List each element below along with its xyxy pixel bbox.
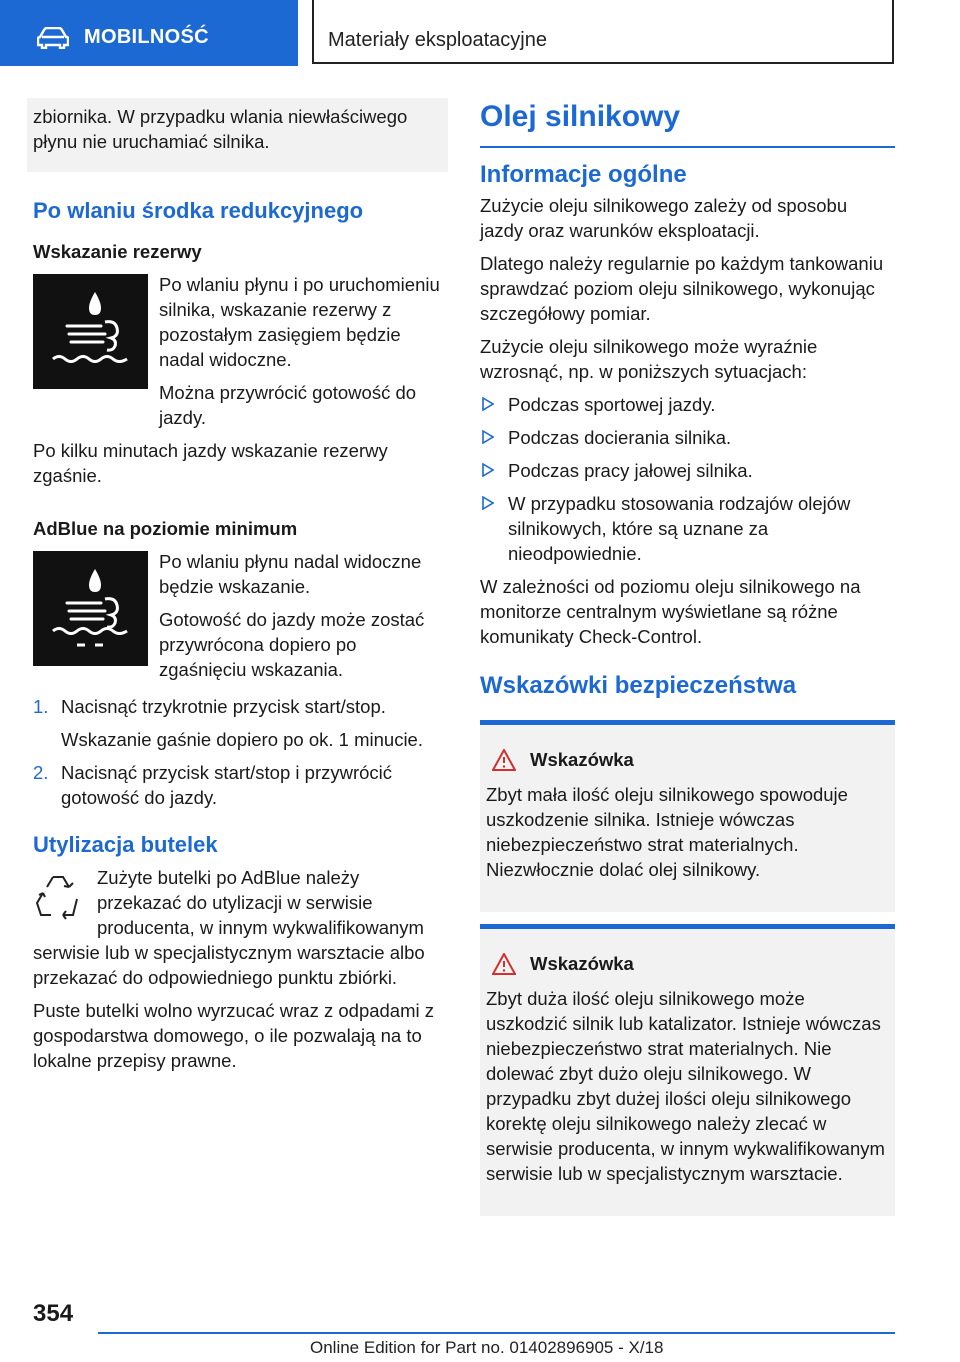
left-column bbox=[33, 98, 448, 1081]
page-number: 354 bbox=[33, 1300, 74, 1327]
list-item bbox=[480, 425, 895, 450]
chapter-title: Materiały eksploatacyjne bbox=[328, 29, 547, 51]
steps-list bbox=[33, 694, 448, 810]
triangle-bullet-icon bbox=[482, 496, 494, 510]
warning-header bbox=[486, 951, 887, 976]
reserve-p2: Można przywrócić gotowość do jazdy. bbox=[159, 382, 417, 428]
section-label: MOBILNOŚĆ bbox=[84, 26, 209, 48]
step-number: 2. bbox=[33, 762, 49, 783]
reserve-p1: Po wlaniu płynu i po uruchomieniu silnika, wskazanie rezerwy z pozostałym zasięgiem będzie nadal widoczne. bbox=[159, 274, 440, 370]
reserve-block bbox=[33, 272, 448, 430]
triangle-bullet-icon bbox=[482, 430, 494, 444]
disposal-title: Utylizacja butelek bbox=[33, 832, 218, 857]
general-p2: Dlatego należy regularnie po każdym tankowaniu sprawdzać poziom oleju silnikowego, wykonując szczegółowy pomiar. bbox=[480, 253, 884, 324]
disposal-p2: Puste butelki wolno wyrzucać wraz z odpadami z gospodarstwa domowego, o ile pozwalają na to lokalne przepisy prawne. bbox=[33, 1000, 435, 1071]
warning-label: Wskazówka bbox=[530, 953, 634, 974]
step-item bbox=[33, 760, 448, 810]
step-item bbox=[33, 694, 448, 752]
footer-divider bbox=[98, 1332, 895, 1334]
triangle-bullet-icon bbox=[482, 463, 494, 477]
car-icon bbox=[37, 27, 69, 49]
bullet-text: Podczas sportowej jazdy. bbox=[508, 394, 716, 415]
warning-header bbox=[486, 747, 887, 772]
recycle-icon bbox=[33, 869, 83, 925]
disposal-p1: Zużyte butelki po AdBlue należy przekazać do utylizacji w serwisie producenta, w innym wykwalifikowanym serwisie lub w specjalistycznym warsztacie albo przekazać do odpowiedniego punktu zbiórki. bbox=[33, 867, 425, 988]
minimum-title: AdBlue na poziomie minimum bbox=[33, 518, 298, 539]
minimum-p1: Po wlaniu płynu nadal widoczne będzie wskazanie. bbox=[159, 551, 422, 597]
warning-text: Zbyt duża ilość oleju silnikowego może uszkodzić silnik lub katalizator. Istnieje wówczas niebezpieczeństwo strat materialnych. Nie dolewać zbyt dużo oleju silnikowego. W przypadku zbyt dużej ilości oleju silnikowego korektę oleju silnikowego należy zlecać w serwisie producenta, w innym wykwalifikowanym serwisie lub w specjalistycznym warsztacie. bbox=[486, 988, 885, 1184]
adblue-minimum-icon bbox=[33, 551, 148, 666]
intro-text: zbiornika. W przypadku wlania niewłaściwego płynu nie uruchamiać silnika. bbox=[33, 106, 408, 152]
general-p4: W zależności od poziomu oleju silnikowego na monitorze centralnym wyświetlane są różne komunikaty Check-Control. bbox=[480, 576, 861, 647]
list-item bbox=[480, 491, 895, 566]
minimum-p2: Gotowość do jazdy może zostać przywrócona dopiero po zgaśnięciu wskazania. bbox=[159, 609, 425, 680]
heading-after-fill: Po wlaniu środka redukcyjnego bbox=[33, 198, 364, 223]
chapter-header bbox=[312, 0, 894, 64]
general-p1: Zużycie oleju silnikowego zależy od sposobu jazdy oraz warunków eksploatacji. bbox=[480, 195, 848, 241]
warning-box bbox=[480, 720, 895, 912]
warning-triangle-icon bbox=[492, 749, 516, 771]
warning-triangle-icon bbox=[492, 953, 516, 975]
warning-box bbox=[480, 924, 895, 1216]
warning-label: Wskazówka bbox=[530, 749, 634, 770]
bullet-text: Podczas docierania silnika. bbox=[508, 427, 732, 448]
step-subtext: Wskazanie gaśnie dopiero po ok. 1 minucie. bbox=[61, 729, 423, 750]
general-p3: Zużycie oleju silnikowego może wyraźnie wzrosnąć, np. w poniższych sytuacjach: bbox=[480, 336, 818, 382]
step-number: 1. bbox=[33, 696, 49, 717]
continued-note bbox=[27, 98, 448, 172]
list-item bbox=[480, 458, 895, 483]
right-column bbox=[480, 98, 895, 1228]
disposal-block bbox=[33, 865, 448, 1073]
bullet-list bbox=[480, 392, 895, 566]
page-section-title: Olej silnikowy bbox=[480, 98, 895, 148]
warning-text: Zbyt mała ilość oleju silnikowego spowoduje uszkodzenie silnika. Istnieje wówczas niebezpieczeństwo strat materialnych. Niezwłocznie dolać olej silnikowy. bbox=[486, 784, 848, 880]
list-item bbox=[480, 392, 895, 417]
step-text: Nacisnąć przycisk start/stop i przywrócić gotowość do jazdy. bbox=[61, 762, 393, 808]
reserve-p3: Po kilku minutach jazdy wskazanie rezerwy zgaśnie. bbox=[33, 440, 388, 486]
footer-edition: Online Edition for Part no. 01402896905 - X/18 bbox=[310, 1338, 664, 1357]
reserve-title: Wskazanie rezerwy bbox=[33, 241, 202, 262]
adblue-reserve-icon bbox=[33, 274, 148, 389]
bullet-text: Podczas pracy jałowej silnika. bbox=[508, 460, 753, 481]
minimum-block bbox=[33, 549, 448, 682]
safety-title: Wskazówki bezpieczeństwa bbox=[480, 672, 797, 699]
triangle-bullet-icon bbox=[482, 397, 494, 411]
step-text: Nacisnąć trzykrotnie przycisk start/stop. bbox=[61, 696, 386, 717]
general-title: Informacje ogólne bbox=[480, 161, 687, 188]
section-tab[interactable] bbox=[0, 0, 298, 66]
bullet-text: W przypadku stosowania rodzajów olejów silnikowych, które są uznane za nieodpowiednie. bbox=[508, 493, 851, 564]
